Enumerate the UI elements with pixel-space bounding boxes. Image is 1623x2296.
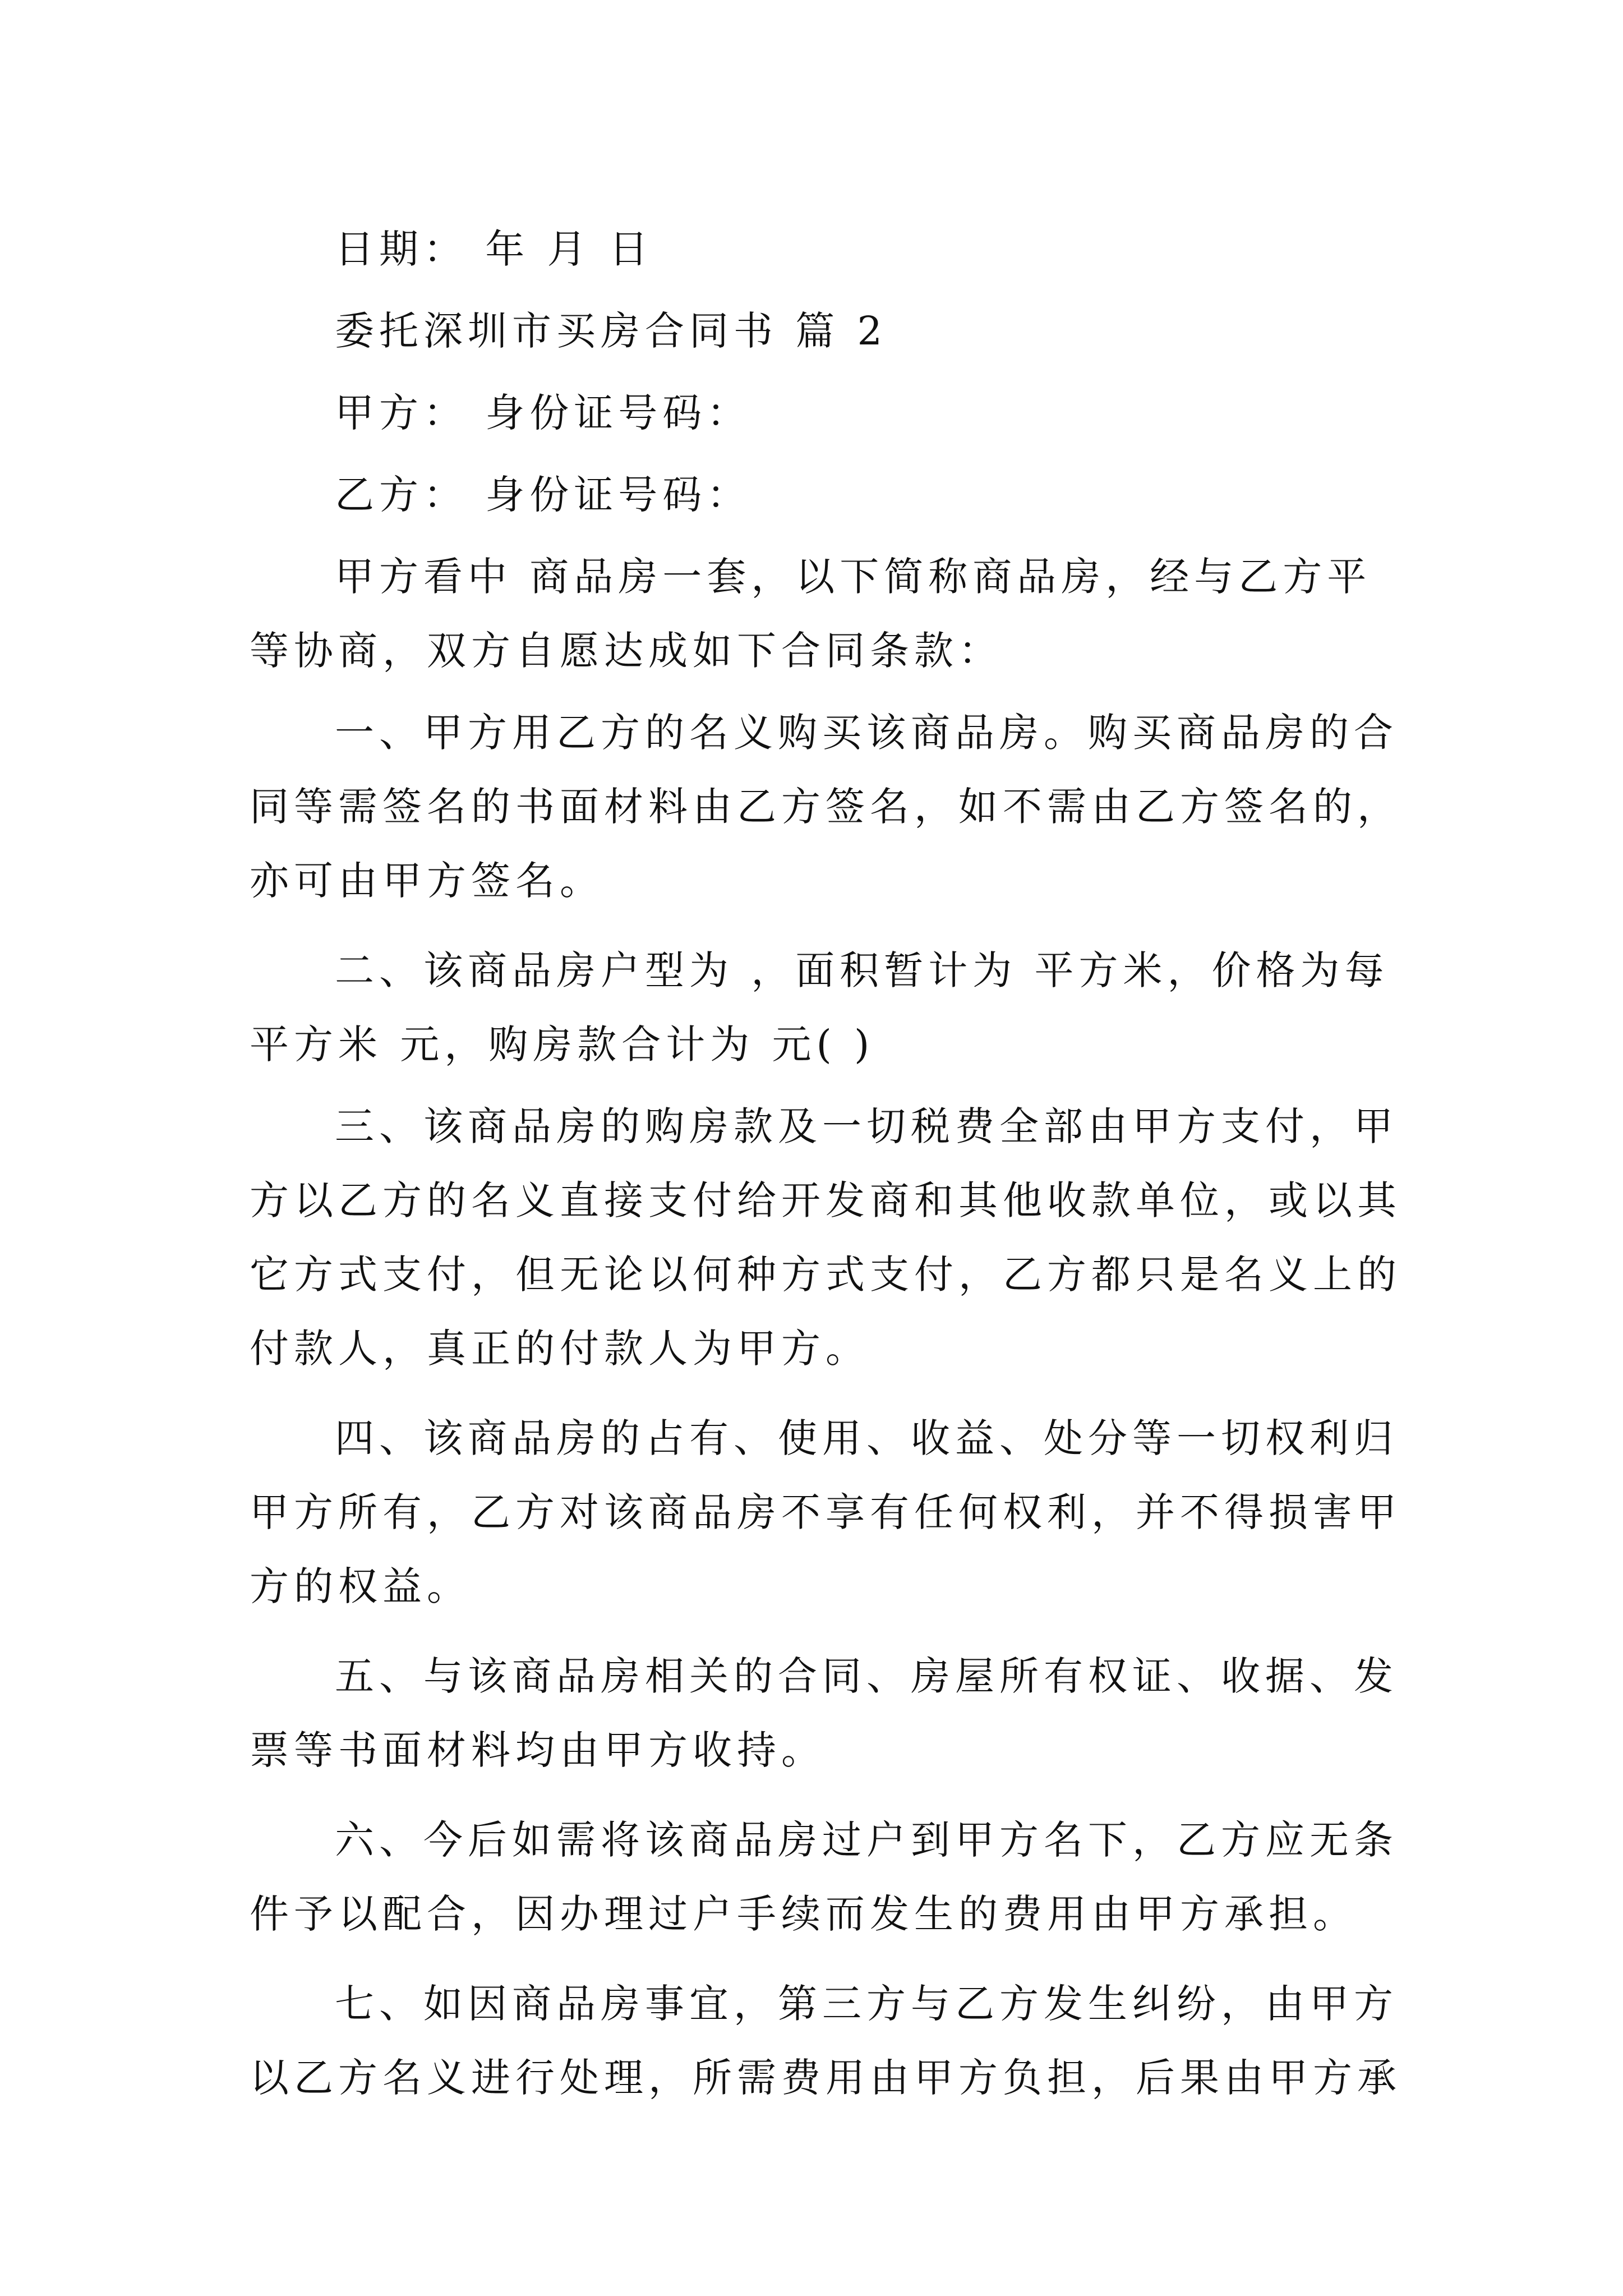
paragraph-line: 以乙方名义进行处理，所需费用由甲方负担，后果由甲方承 — [250, 2055, 1401, 2101]
party-b-line: 乙方： 身份证号码： — [335, 472, 751, 518]
date-line: 日期： 年 月 日 — [335, 226, 653, 272]
document-body — [250, 212, 1401, 2115]
paragraph-line: 三、该商品房的购房款及一切税费全部由甲方支付，甲 — [335, 1103, 1398, 1149]
paragraph-line: 件予以配合，因办理过户手续而发生的费用由甲方承担。 — [250, 1891, 1357, 1937]
paragraph-line: 票等书面材料均由甲方收持。 — [250, 1727, 826, 1773]
paragraph-line: 付款人，真正的付款人为甲方。 — [250, 1326, 870, 1372]
paragraph-line: 四、该商品房的占有、使用、收益、处分等一切权利归 — [335, 1415, 1398, 1461]
paragraph-clause-2 — [250, 933, 1388, 1082]
paragraph-line: 二、该商品房户型为 ，面积暂计为 平方米，价格为每 — [335, 947, 1389, 993]
paragraph-line: 同等需签名的书面材料由乙方签名，如不需由乙方签名的， — [250, 784, 1401, 830]
paragraph-line: 平方米 元，购房款合计为 元( ) — [250, 1022, 875, 1068]
paragraph-line: 方以乙方的名义直接支付给开发商和其他收款单位，或以其 — [250, 1177, 1401, 1223]
paragraph-clause-4 — [250, 1401, 1401, 1623]
paragraph-line: 甲方所有，乙方对该商品房不享有任何权利，并不得损害甲 — [250, 1489, 1401, 1535]
party-a-line: 甲方： 身份证号码： — [335, 390, 751, 436]
paragraph-line: 甲方看中 商品房一套，以下简称商品房，经与乙方平 — [335, 554, 1372, 600]
paragraph-line: 方的权益。 — [250, 1563, 471, 1609]
paragraph-clause-1 — [250, 696, 1401, 918]
paragraph-clause-5 — [250, 1639, 1398, 1787]
paragraph-line: 一、甲方用乙方的名义购买该商品房。购买商品房的合 — [335, 710, 1398, 756]
paragraph-clause-7 — [250, 1967, 1401, 2115]
paragraph-clause-6 — [250, 1803, 1398, 1951]
paragraph-line: 等协商，双方自愿达成如下合同条款： — [250, 628, 1003, 674]
paragraph-line: 它方式支付，但无论以何种方式支付，乙方都只是名义上的 — [250, 1251, 1401, 1297]
document-title: 委托深圳市买房合同书 篇 2 — [335, 308, 888, 354]
paragraph-intro — [250, 540, 1388, 688]
paragraph-line: 六、今后如需将该商品房过户到甲方名下，乙方应无条 — [335, 1817, 1398, 1863]
paragraph-line: 亦可由甲方签名。 — [250, 858, 604, 904]
paragraph-clause-3 — [250, 1089, 1401, 1386]
paragraph-line: 七、如因商品房事宜，第三方与乙方发生纠纷，由甲方 — [335, 1981, 1398, 2027]
paragraph-line: 五、与该商品房相关的合同、房屋所有权证、收据、发 — [335, 1653, 1398, 1699]
